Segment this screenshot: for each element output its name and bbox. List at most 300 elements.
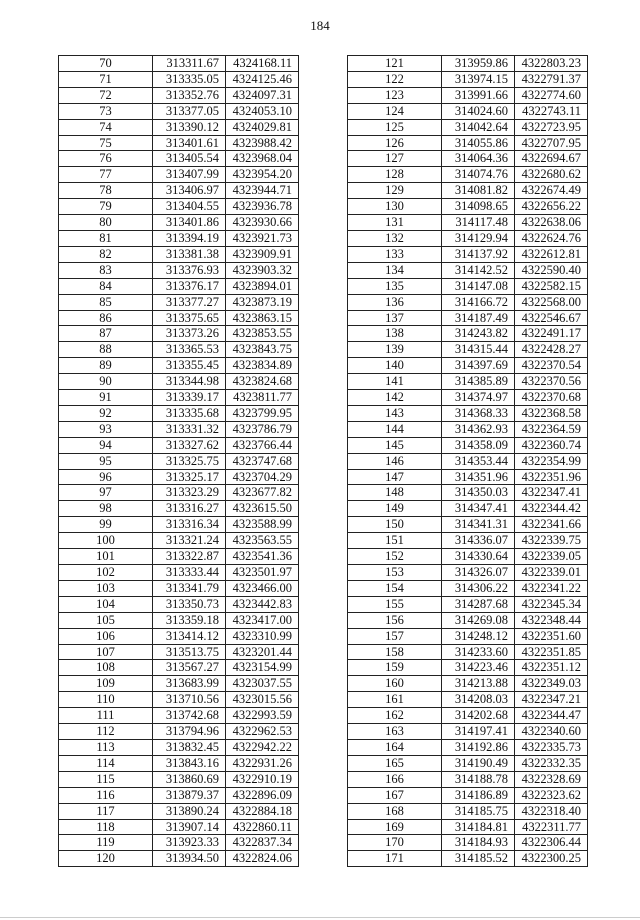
coordinates-table-right	[347, 55, 588, 867]
point-number-cell: 131	[348, 215, 442, 231]
point-number-cell: 116	[59, 787, 153, 803]
point-number-cell: 151	[348, 533, 442, 549]
x-coordinate-cell: 314243.82	[442, 326, 515, 342]
y-coordinate-cell: 4322354.99	[515, 453, 588, 469]
y-coordinate-cell: 4322824.06	[226, 851, 299, 867]
x-coordinate-cell: 314186.89	[442, 787, 515, 803]
x-coordinate-cell: 313843.16	[153, 755, 226, 771]
x-coordinate-cell: 314368.33	[442, 405, 515, 421]
point-number-cell: 100	[59, 533, 153, 549]
point-number-cell: 144	[348, 421, 442, 437]
table-row	[59, 71, 299, 87]
table-row	[348, 596, 588, 612]
x-coordinate-cell: 313344.98	[153, 374, 226, 390]
x-coordinate-cell: 314351.96	[442, 469, 515, 485]
x-coordinate-cell: 313513.75	[153, 644, 226, 660]
table-row	[348, 612, 588, 628]
x-coordinate-cell: 313335.05	[153, 71, 226, 87]
x-coordinate-cell: 313934.50	[153, 851, 226, 867]
table-row	[348, 103, 588, 119]
x-coordinate-cell: 313325.17	[153, 469, 226, 485]
point-number-cell: 106	[59, 628, 153, 644]
table-row	[348, 437, 588, 453]
point-number-cell: 156	[348, 612, 442, 628]
point-number-cell: 145	[348, 437, 442, 453]
table-row	[59, 660, 299, 676]
x-coordinate-cell: 314187.49	[442, 310, 515, 326]
table-row	[59, 787, 299, 803]
table-row	[59, 644, 299, 660]
y-coordinate-cell: 4323541.36	[226, 549, 299, 565]
x-coordinate-cell: 314347.41	[442, 501, 515, 517]
y-coordinate-cell: 4323015.56	[226, 692, 299, 708]
point-number-cell: 74	[59, 119, 153, 135]
y-coordinate-cell: 4322837.34	[226, 835, 299, 851]
table-row	[59, 390, 299, 406]
x-coordinate-cell: 313406.97	[153, 183, 226, 199]
point-number-cell: 154	[348, 580, 442, 596]
x-coordinate-cell: 314269.08	[442, 612, 515, 628]
table-row	[59, 374, 299, 390]
point-number-cell: 159	[348, 660, 442, 676]
point-number-cell: 132	[348, 230, 442, 246]
table-row	[348, 421, 588, 437]
table-row	[59, 167, 299, 183]
point-number-cell: 108	[59, 660, 153, 676]
x-coordinate-cell: 314374.97	[442, 390, 515, 406]
y-coordinate-cell: 4322351.96	[515, 469, 588, 485]
y-coordinate-cell: 4324125.46	[226, 71, 299, 87]
table-row	[348, 390, 588, 406]
x-coordinate-cell: 313339.17	[153, 390, 226, 406]
table-row	[59, 628, 299, 644]
point-number-cell: 153	[348, 565, 442, 581]
x-coordinate-cell: 314197.41	[442, 724, 515, 740]
table-row	[348, 708, 588, 724]
y-coordinate-cell: 4323201.44	[226, 644, 299, 660]
table-row	[348, 644, 588, 660]
y-coordinate-cell: 4322323.62	[515, 787, 588, 803]
table-row	[59, 819, 299, 835]
x-coordinate-cell: 314385.89	[442, 374, 515, 390]
x-coordinate-cell: 313390.12	[153, 119, 226, 135]
table-row	[59, 612, 299, 628]
point-number-cell: 158	[348, 644, 442, 660]
x-coordinate-cell: 314336.07	[442, 533, 515, 549]
table-row	[348, 56, 588, 72]
x-coordinate-cell: 314315.44	[442, 342, 515, 358]
x-coordinate-cell: 313683.99	[153, 676, 226, 692]
table-row	[59, 183, 299, 199]
x-coordinate-cell: 314341.31	[442, 517, 515, 533]
x-coordinate-cell: 314397.69	[442, 358, 515, 374]
y-coordinate-cell: 4323786.79	[226, 421, 299, 437]
table-row	[348, 374, 588, 390]
x-coordinate-cell: 314306.22	[442, 580, 515, 596]
x-coordinate-cell: 314142.52	[442, 262, 515, 278]
point-number-cell: 75	[59, 135, 153, 151]
y-coordinate-cell: 4322311.77	[515, 819, 588, 835]
y-coordinate-cell: 4323936.78	[226, 199, 299, 215]
point-number-cell: 94	[59, 437, 153, 453]
x-coordinate-cell: 313352.76	[153, 87, 226, 103]
y-coordinate-cell: 4322791.37	[515, 71, 588, 87]
table-row	[59, 262, 299, 278]
point-number-cell: 70	[59, 56, 153, 72]
y-coordinate-cell: 4322707.95	[515, 135, 588, 151]
x-coordinate-cell: 314074.76	[442, 167, 515, 183]
x-coordinate-cell: 314185.75	[442, 803, 515, 819]
x-coordinate-cell: 313794.96	[153, 724, 226, 740]
y-coordinate-cell: 4323863.15	[226, 310, 299, 326]
y-coordinate-cell: 4322694.67	[515, 151, 588, 167]
table-row	[59, 739, 299, 755]
y-coordinate-cell: 4323766.44	[226, 437, 299, 453]
y-coordinate-cell: 4322491.17	[515, 326, 588, 342]
x-coordinate-cell: 313860.69	[153, 771, 226, 787]
point-number-cell: 72	[59, 87, 153, 103]
table-row	[59, 151, 299, 167]
point-number-cell: 117	[59, 803, 153, 819]
y-coordinate-cell: 4323873.19	[226, 294, 299, 310]
x-coordinate-cell: 314117.48	[442, 215, 515, 231]
scan-edge-line	[0, 917, 640, 918]
table-row	[59, 135, 299, 151]
y-coordinate-cell: 4322351.85	[515, 644, 588, 660]
y-coordinate-cell: 4323968.04	[226, 151, 299, 167]
y-coordinate-cell: 4322347.21	[515, 692, 588, 708]
table-row	[348, 565, 588, 581]
table-row	[348, 787, 588, 803]
table-row	[348, 71, 588, 87]
point-number-cell: 160	[348, 676, 442, 692]
y-coordinate-cell: 4322896.09	[226, 787, 299, 803]
point-number-cell: 122	[348, 71, 442, 87]
page-number: 184	[310, 18, 330, 33]
x-coordinate-cell: 313991.66	[442, 87, 515, 103]
point-number-cell: 149	[348, 501, 442, 517]
y-coordinate-cell: 4322370.68	[515, 390, 588, 406]
y-coordinate-cell: 4322368.58	[515, 405, 588, 421]
point-number-cell: 167	[348, 787, 442, 803]
point-number-cell: 163	[348, 724, 442, 740]
x-coordinate-cell: 313974.15	[442, 71, 515, 87]
point-number-cell: 90	[59, 374, 153, 390]
table-row	[348, 485, 588, 501]
x-coordinate-cell: 314184.93	[442, 835, 515, 851]
table-row	[59, 517, 299, 533]
point-number-cell: 101	[59, 549, 153, 565]
y-coordinate-cell: 4322656.22	[515, 199, 588, 215]
x-coordinate-cell: 313567.27	[153, 660, 226, 676]
x-coordinate-cell: 314188.78	[442, 771, 515, 787]
x-coordinate-cell: 313335.68	[153, 405, 226, 421]
table-row	[348, 310, 588, 326]
x-coordinate-cell: 313359.18	[153, 612, 226, 628]
point-number-cell: 128	[348, 167, 442, 183]
point-number-cell: 98	[59, 501, 153, 517]
x-coordinate-cell: 314350.03	[442, 485, 515, 501]
table-row	[59, 358, 299, 374]
y-coordinate-cell: 4322332.35	[515, 755, 588, 771]
point-number-cell: 113	[59, 739, 153, 755]
x-coordinate-cell: 313923.33	[153, 835, 226, 851]
x-coordinate-cell: 314042.64	[442, 119, 515, 135]
y-coordinate-cell: 4322328.69	[515, 771, 588, 787]
point-number-cell: 152	[348, 549, 442, 565]
point-number-cell: 112	[59, 724, 153, 740]
point-number-cell: 157	[348, 628, 442, 644]
y-coordinate-cell: 4322341.22	[515, 580, 588, 596]
x-coordinate-cell: 314192.86	[442, 739, 515, 755]
x-coordinate-cell: 313316.34	[153, 517, 226, 533]
y-coordinate-cell: 4322360.74	[515, 437, 588, 453]
point-number-cell: 125	[348, 119, 442, 135]
y-coordinate-cell: 4322680.62	[515, 167, 588, 183]
point-number-cell: 130	[348, 199, 442, 215]
y-coordinate-cell: 4322370.54	[515, 358, 588, 374]
y-coordinate-cell: 4322339.01	[515, 565, 588, 581]
table-row	[59, 501, 299, 517]
table-row	[348, 660, 588, 676]
table-row	[348, 819, 588, 835]
y-coordinate-cell: 4324097.31	[226, 87, 299, 103]
y-coordinate-cell: 4323501.97	[226, 565, 299, 581]
table-row	[59, 405, 299, 421]
table-row	[348, 151, 588, 167]
y-coordinate-cell: 4323466.00	[226, 580, 299, 596]
point-number-cell: 82	[59, 246, 153, 262]
y-coordinate-cell: 4323944.71	[226, 183, 299, 199]
table-row	[348, 755, 588, 771]
x-coordinate-cell: 313404.55	[153, 199, 226, 215]
y-coordinate-cell: 4322884.18	[226, 803, 299, 819]
y-coordinate-cell: 4322743.11	[515, 103, 588, 119]
y-coordinate-cell: 4322339.05	[515, 549, 588, 565]
x-coordinate-cell: 314129.94	[442, 230, 515, 246]
point-number-cell: 83	[59, 262, 153, 278]
x-coordinate-cell: 313959.86	[442, 56, 515, 72]
x-coordinate-cell: 314248.12	[442, 628, 515, 644]
y-coordinate-cell: 4322723.95	[515, 119, 588, 135]
point-number-cell: 79	[59, 199, 153, 215]
table-row	[59, 326, 299, 342]
point-number-cell: 109	[59, 676, 153, 692]
table-row	[348, 119, 588, 135]
point-number-cell: 171	[348, 851, 442, 867]
table-row	[348, 342, 588, 358]
y-coordinate-cell: 4323903.32	[226, 262, 299, 278]
x-coordinate-cell: 313832.45	[153, 739, 226, 755]
x-coordinate-cell: 313890.24	[153, 803, 226, 819]
table-row	[59, 580, 299, 596]
y-coordinate-cell: 4323704.29	[226, 469, 299, 485]
table-row	[348, 517, 588, 533]
point-number-cell: 168	[348, 803, 442, 819]
x-coordinate-cell: 313331.32	[153, 421, 226, 437]
point-number-cell: 161	[348, 692, 442, 708]
point-number-cell: 120	[59, 851, 153, 867]
y-coordinate-cell: 4322370.56	[515, 374, 588, 390]
x-coordinate-cell: 313327.62	[153, 437, 226, 453]
point-number-cell: 114	[59, 755, 153, 771]
point-number-cell: 129	[348, 183, 442, 199]
point-number-cell: 93	[59, 421, 153, 437]
y-coordinate-cell: 4323930.66	[226, 215, 299, 231]
point-number-cell: 169	[348, 819, 442, 835]
x-coordinate-cell: 314166.72	[442, 294, 515, 310]
x-coordinate-cell: 313365.53	[153, 342, 226, 358]
point-number-cell: 134	[348, 262, 442, 278]
table-row	[348, 167, 588, 183]
table-row	[348, 580, 588, 596]
table-row	[59, 215, 299, 231]
y-coordinate-cell: 4323677.82	[226, 485, 299, 501]
point-number-cell: 150	[348, 517, 442, 533]
table-row	[348, 469, 588, 485]
y-coordinate-cell: 4323442.83	[226, 596, 299, 612]
y-coordinate-cell: 4323563.55	[226, 533, 299, 549]
point-number-cell: 76	[59, 151, 153, 167]
point-number-cell: 137	[348, 310, 442, 326]
y-coordinate-cell: 4322351.60	[515, 628, 588, 644]
y-coordinate-cell: 4323824.68	[226, 374, 299, 390]
table-row	[59, 437, 299, 453]
x-coordinate-cell: 314362.93	[442, 421, 515, 437]
x-coordinate-cell: 313316.27	[153, 501, 226, 517]
x-coordinate-cell: 313394.19	[153, 230, 226, 246]
y-coordinate-cell: 4322351.12	[515, 660, 588, 676]
table-row	[59, 549, 299, 565]
y-coordinate-cell: 4323588.99	[226, 517, 299, 533]
table-row	[348, 835, 588, 851]
x-coordinate-cell: 314190.49	[442, 755, 515, 771]
table-row	[59, 565, 299, 581]
table-row	[348, 135, 588, 151]
y-coordinate-cell: 4322612.81	[515, 246, 588, 262]
y-coordinate-cell: 4323988.42	[226, 135, 299, 151]
y-coordinate-cell: 4323954.20	[226, 167, 299, 183]
table-row	[59, 199, 299, 215]
table-row	[59, 87, 299, 103]
point-number-cell: 96	[59, 469, 153, 485]
coordinates-table-left	[58, 55, 299, 867]
table-row	[348, 87, 588, 103]
x-coordinate-cell: 314223.46	[442, 660, 515, 676]
y-coordinate-cell: 4322860.11	[226, 819, 299, 835]
table-row	[348, 501, 588, 517]
y-coordinate-cell: 4323834.89	[226, 358, 299, 374]
y-coordinate-cell: 4322347.41	[515, 485, 588, 501]
x-coordinate-cell: 313323.29	[153, 485, 226, 501]
y-coordinate-cell: 4323843.75	[226, 342, 299, 358]
x-coordinate-cell: 313311.67	[153, 56, 226, 72]
y-coordinate-cell: 4323615.50	[226, 501, 299, 517]
y-coordinate-cell: 4322993.59	[226, 708, 299, 724]
y-coordinate-cell: 4322349.03	[515, 676, 588, 692]
x-coordinate-cell: 313325.75	[153, 453, 226, 469]
x-coordinate-cell: 314055.86	[442, 135, 515, 151]
y-coordinate-cell: 4323909.91	[226, 246, 299, 262]
y-coordinate-cell: 4322364.59	[515, 421, 588, 437]
x-coordinate-cell: 313333.44	[153, 565, 226, 581]
x-coordinate-cell: 314202.68	[442, 708, 515, 724]
table-row	[59, 533, 299, 549]
x-coordinate-cell: 313355.45	[153, 358, 226, 374]
point-number-cell: 97	[59, 485, 153, 501]
y-coordinate-cell: 4322962.53	[226, 724, 299, 740]
y-coordinate-cell: 4322428.27	[515, 342, 588, 358]
x-coordinate-cell: 313907.14	[153, 819, 226, 835]
table-row	[348, 183, 588, 199]
table-row	[348, 803, 588, 819]
point-number-cell: 139	[348, 342, 442, 358]
point-number-cell: 166	[348, 771, 442, 787]
x-coordinate-cell: 314147.08	[442, 278, 515, 294]
point-number-cell: 165	[348, 755, 442, 771]
x-coordinate-cell: 313341.79	[153, 580, 226, 596]
y-coordinate-cell: 4322306.44	[515, 835, 588, 851]
point-number-cell: 124	[348, 103, 442, 119]
point-number-cell: 73	[59, 103, 153, 119]
y-coordinate-cell: 4322335.73	[515, 739, 588, 755]
y-coordinate-cell: 4323799.95	[226, 405, 299, 421]
point-number-cell: 146	[348, 453, 442, 469]
point-number-cell: 162	[348, 708, 442, 724]
y-coordinate-cell: 4323853.55	[226, 326, 299, 342]
x-coordinate-cell: 314353.44	[442, 453, 515, 469]
point-number-cell: 118	[59, 819, 153, 835]
x-coordinate-cell: 313377.27	[153, 294, 226, 310]
y-coordinate-cell: 4323747.68	[226, 453, 299, 469]
table-row	[59, 310, 299, 326]
table-row	[59, 835, 299, 851]
point-number-cell: 142	[348, 390, 442, 406]
point-number-cell: 104	[59, 596, 153, 612]
point-number-cell: 127	[348, 151, 442, 167]
x-coordinate-cell: 313373.26	[153, 326, 226, 342]
table-row	[59, 230, 299, 246]
point-number-cell: 133	[348, 246, 442, 262]
y-coordinate-cell: 4323921.73	[226, 230, 299, 246]
point-number-cell: 148	[348, 485, 442, 501]
x-coordinate-cell: 314326.07	[442, 565, 515, 581]
x-coordinate-cell: 313321.24	[153, 533, 226, 549]
table-row	[348, 533, 588, 549]
point-number-cell: 155	[348, 596, 442, 612]
point-number-cell: 89	[59, 358, 153, 374]
table-row	[59, 278, 299, 294]
table-row	[348, 358, 588, 374]
y-coordinate-cell: 4322546.67	[515, 310, 588, 326]
point-number-cell: 95	[59, 453, 153, 469]
x-coordinate-cell: 314081.82	[442, 183, 515, 199]
table-row	[59, 708, 299, 724]
table-row	[348, 549, 588, 565]
point-number-cell: 78	[59, 183, 153, 199]
point-number-cell: 164	[348, 739, 442, 755]
point-number-cell: 135	[348, 278, 442, 294]
point-number-cell: 140	[348, 358, 442, 374]
x-coordinate-cell: 313401.86	[153, 215, 226, 231]
table-row	[59, 103, 299, 119]
x-coordinate-cell: 313742.68	[153, 708, 226, 724]
point-number-cell: 138	[348, 326, 442, 342]
table-row	[59, 56, 299, 72]
y-coordinate-cell: 4322568.00	[515, 294, 588, 310]
table-row	[59, 421, 299, 437]
table-row	[348, 246, 588, 262]
